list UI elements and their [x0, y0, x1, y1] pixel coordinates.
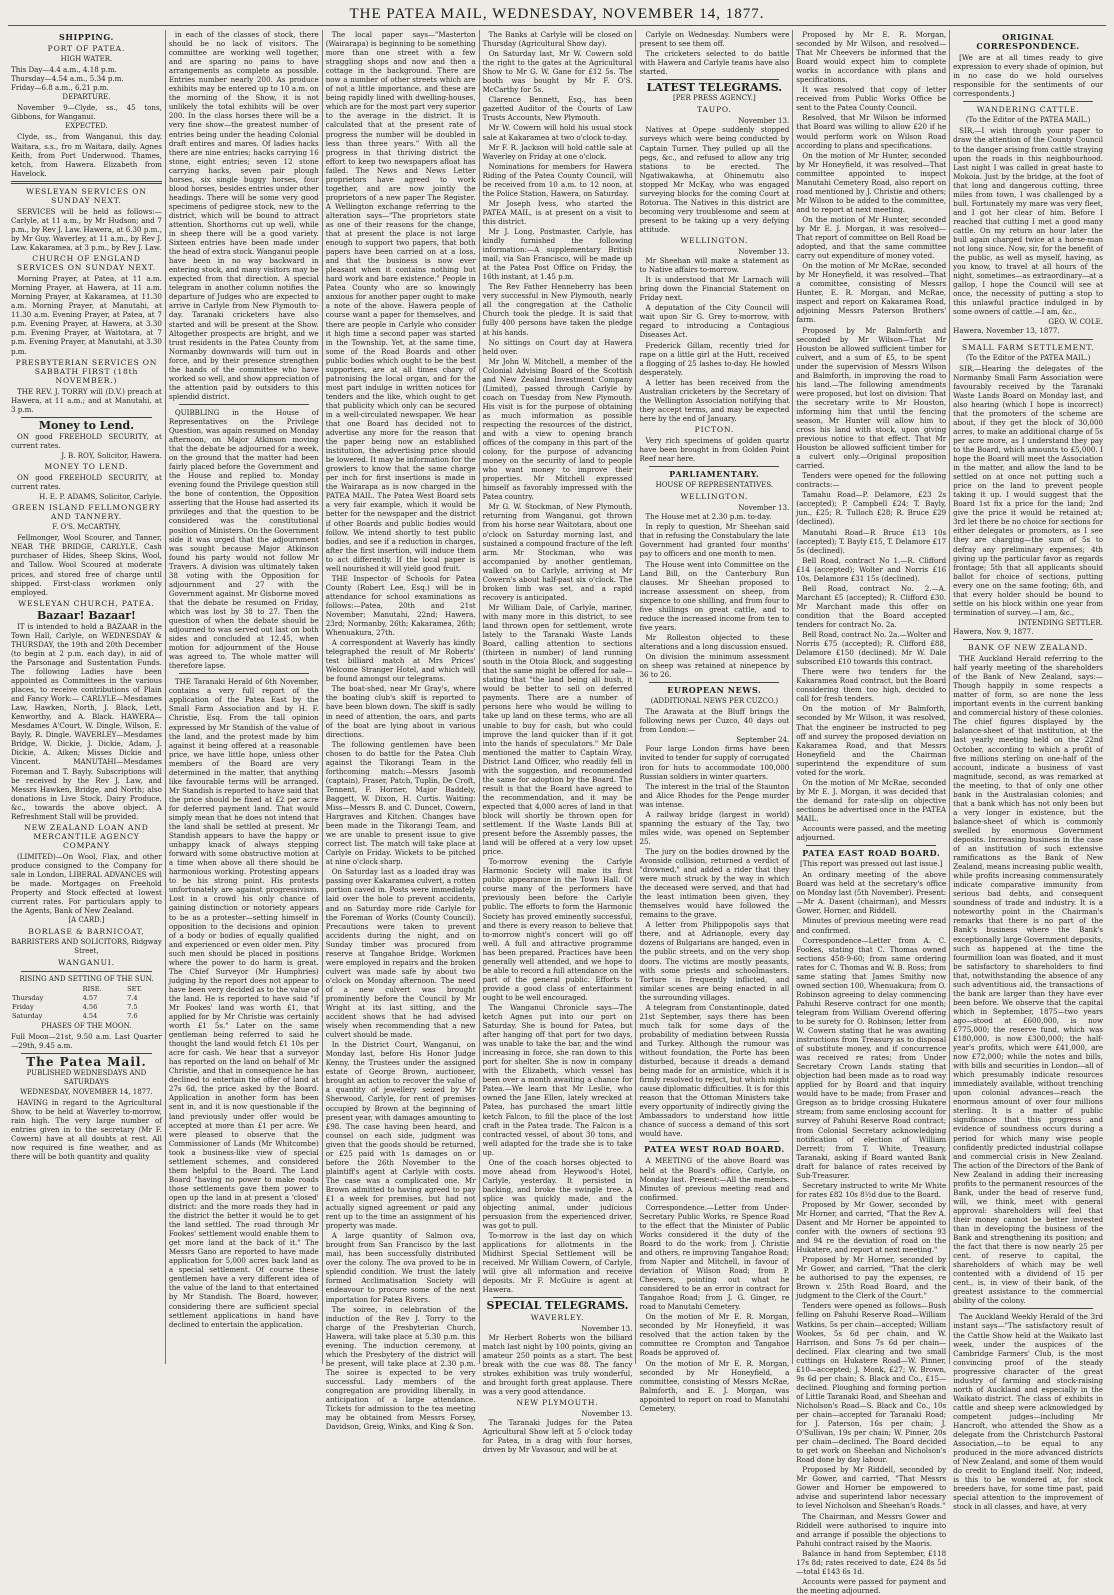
- high-water-line: Thursday—4.54 a.m., 5.34 p.m.: [11, 74, 124, 84]
- patea-west-heading: PATEA WEST ROAD BOARD.: [643, 1144, 785, 1155]
- divider: [963, 639, 1093, 640]
- article-text: On the motion of Mr E. R. Morgan, seconded by Mr Honeyfield, a committee, consisting of Messrs McRae, Balmforth, and E. J. Morgan, was appointed to report on road to Manutahi Cemetery.: [639, 1358, 790, 1413]
- article-text: Nominations for members for Hawera Riding of the Patea County Council, will be received from 10 a.m. to 12 noon, at the Police Station, Hawera, on Saturday.: [482, 161, 633, 198]
- borlase-heading: BORLASE & BARNICOAT,: [28, 927, 145, 937]
- divider: [11, 181, 162, 184]
- departure-heading: DEPARTURE.: [62, 93, 111, 102]
- article-text: On the motion of Mr Hunter, seconded by Mr E. J. Morgan, it was resolved—That report of committee on Bell Road be adopted, and that the same committee carry out expenditure of money voted.: [796, 214, 947, 261]
- letter-text: SIR,—Hearing the delegates of the Normanby Small Farm Association were favourably received by the Taranaki Waste Lands Board on Monday last, and also hearing (which I hope is incorrect) that the promoters of the scheme are about, if they get the block of 30,000 acres, to make an additional charge of 5s per acre more, as I understand they pay to the Board, which amounts to £5,000. I hope the Board will meet the Association in the matter, and allow the land to be settled on at once not putting such a price on the land to prevent people taking it up. I would suggest that the Board 1st fix a price for the land; 2nd give the price it would be retained at; 3rd let there be no choice for sections for either delegates or promoters, as I see they are charging—the sum of 5s to defray any preliminary expenses; 4th giving up the particular favor as regards frontage; 5th that all applicants should ballot for choice of sections, putting every one on the same footing; 6th, and that every holder should be bound to settle on his block within one year from termination of survey.—I am, &c.,: [953, 363, 1104, 617]
- church-text: Morning Prayer, at Patea, at 11 a.m. Morning Prayer, at Hawera, at 11 a.m. Morning Prayer, at Kakaramea, at 11.30 a.m. Morning Prayer, at Manutahi, at 11.30 a.m. Evening Prayer, at Patea, at 7 p.m. Evening Prayer, at Hawera, at 3.30 p.m. Evening Prayer, at Waitotara, at 7 p.m. Evening Prayer, at Manutahi, at 3.30 p.m.: [11, 274, 162, 356]
- column-7: [949, 30, 1106, 1512]
- press-agency-label: [PER PRESS AGENCY.]: [672, 94, 756, 103]
- article-text: A railway bridge (largest in world) spanning the estuary of the Tay, two miles wide, was opened on September 25.: [639, 809, 790, 846]
- port-heading: PORT OF PATEA.: [47, 44, 126, 54]
- new-plymouth-heading: NEW PLYMOUTH.: [516, 1397, 599, 1407]
- borlase-text: BARRISTERS AND SOLICITORS, Ridgway Street,: [11, 938, 162, 956]
- article-text: Proposed by Mr Riddell, seconded by Mr Gower, and carried, "That Messrs Gower and Horner be empowered to advise and superintend labor necessary to level Nicholson and Sheehan's Roads.": [796, 1465, 947, 1511]
- parliamentary-heading: PARLIAMENTARY.: [669, 469, 760, 480]
- masthead-rule: [8, 25, 1106, 26]
- wellington-heading: WELLINGTON.: [680, 235, 749, 245]
- article-text: The soiree, in celebration of the induction of the Rev J. Torry to the charge of the Presbyterian Church, Hawera, will take place at 5.30 p.m. this evening. The induction ceremony, at which the Presbytery of the district will be present, will take place at 2.30 p.m. The soiree is expected to be very successful. Lady members of the congregation are providing liberally, in anticipation of a large attendance. Tickets for admission to the tea meeting may be obtained from Messrs Forsey, Davidson, Greig, Winks, and King & Son.: [325, 1304, 476, 1432]
- sun-cell: 7.4: [127, 993, 138, 1002]
- article-text: Four large London firms have been invited to tender for supply of corrugated iron for huts to accommodate 100,000 Russian soldiers in winter quarters.: [639, 744, 790, 781]
- article-text: To-morrow evening the Carlyle Harmonic Society will make its first public appearance in the Town Hall. Of course many of the performers have previously been before the Carlyle public. The efforts to form the Harmonic Society has proved eminently successful, and there is every reason to believe that to-morrow night's concert will go off well. A full and attractive programme has been prepared. Practices have been generally well attended, and we hope to be able to record a full attendance on the part of the general public. Efforts to provide a good class of entertainment ought to be well encouraged.: [482, 857, 633, 1002]
- moon-heading: PHASES OF THE MOON.: [41, 1021, 132, 1030]
- divider: [21, 971, 152, 972]
- divider: [963, 339, 1093, 340]
- nameplate: The Patea Mail.: [26, 1054, 147, 1069]
- article-text: Carlyle on Wednesday. Numbers were present to see them off.: [639, 30, 790, 49]
- church-heading: CHURCH OF ENGLAND SERVICES ON SUNDAY NEXT.: [16, 254, 156, 273]
- house-label: HOUSE OF REPRESENTATIVES.: [655, 481, 774, 490]
- divider: [649, 682, 779, 683]
- article-text: Clarence Bennett, Esq., has been gazetted Auditor of the Courts of Law Trusts Accounts, New Plymouth.: [482, 95, 633, 123]
- sun-cell: Thursday: [12, 993, 44, 1002]
- article-text: Frederick Gillam, recently tried for rape on a little girl at the Hutt, received a flogging of 25 lashes to-day. He howled desperately.: [639, 340, 790, 377]
- money-text: ON good FREEHOLD SECURITY, at current rates.: [11, 431, 162, 450]
- sun-cell: 7.5: [127, 1002, 138, 1011]
- letter-to-editor: (To the Editor of the PATEA MAIL.): [965, 116, 1091, 125]
- dateline: November 13.: [581, 1323, 633, 1333]
- expected-text: Clyde, ss., from Wanganui, this day. Waitara, s.s., fro m Waitara, daily. Agnes Keith, from Port Underwood. Thames, ketch, from Hawera. Elizabeth from Havelock.: [11, 132, 162, 178]
- sun-header-cell: [11, 985, 82, 994]
- article-text: On the motion of Mr McRae, seconded by Mr E. J. Morgan, it was decided that the demand for rate-slip on objective sections be advertised once in the PATEA MAIL.: [796, 777, 947, 823]
- article-text: One of the coach horses objected to move ahead from Heywood's Hotel, Carlyle, yesterday. It persisted in backing, and broke the swingle tree. A splice was quickly made, and the objecting animal, under judicious persuasion from the experienced driver, was got to pull.: [482, 1157, 633, 1231]
- wesleyan-text: SERVICES will be held as follows:— Carlyle, at 11 a.m., by Mr Hudson; and 7 p.m., by Rev J. Law. Hawera, at 6.30 p.m., by Mr Guy. Waverley, at 11 a.m., by Rev J. Law. Kakaramea, at 3 p.m., by Rev J. Law.: [11, 206, 162, 252]
- divider: [649, 79, 779, 80]
- article-text: It was resolved that copy of letter received from Public Works Office be sent to the Patea County Council.: [796, 85, 947, 113]
- letter-signature: INTENDING SETTLER.: [1018, 617, 1104, 627]
- article-text: An ordinary meeting of the above Board was held at the secretary's office on Monday last (5th November). Present:—Mr A. Dasent (chairman), and Messrs Gower, Horner, and Riddell.: [796, 870, 947, 916]
- fellmongery-heading: GREEN ISLAND FELLMONGERY AND TANNERY.: [12, 503, 161, 522]
- article-text: On division the minimum assessment on sheep was retained at ninepence by 36 to 26.: [639, 652, 790, 680]
- article-text: A large quantity of Salmon ova, brought from San Francisco by the last mail, has been successfully distributed over the colony. The ova proved to be in splendid condition. We trust the lately formed Acclimatisation Society will endeavour to procure some of the next importation for Patea Rivers.: [325, 1231, 476, 1304]
- article-text: Accounts were passed for payment and the meeting adjourned.: [796, 1576, 947, 1595]
- article-text: The boat-shed, near Mr Gray's, where the boating club's skiff is reported to have been blown down. The skiff is sadly in need of attention, the oars, and parts of the boat are lying about in various directions.: [325, 684, 476, 739]
- article-text: A deputation of the City Council will wait upon Sir G. Grey to-morrow, with regard to introducing a Contagious Diseases Act.: [639, 303, 790, 340]
- sun-cell: 7.6: [127, 1011, 138, 1020]
- presbyterian-heading: PRESBYTERIAN SERVICES ON SABBATH FIRST (18th NOVEMBER.): [15, 357, 158, 385]
- sun-table-row: [11, 1003, 162, 1012]
- bazaar-heading: Bazaar! Bazaar!: [36, 608, 136, 622]
- article-text: The Arawata at the Bluff brings the following news per Cuzco, 40 days out from London:—: [639, 707, 790, 735]
- divider: [493, 1297, 623, 1298]
- article-text: Mr Rolleston objected to these alterations and a long discussion ensued.: [639, 632, 790, 651]
- letter-signature: GEO. W. COLE.: [1048, 317, 1104, 327]
- article-text: Resolved, that Mr Wilson be informed that Board was willing to allow £20 if he would perform work on Wilson Road according to plans and specifications.: [796, 113, 947, 150]
- divider: [649, 466, 779, 467]
- article-text: Tenders were opened for the following contracts:—: [796, 471, 947, 490]
- article-text: A telegram from Constantinople, dated 21st September, says there has been much talk for some days of the probability of mediation between Russia and Turkey. Although the rumour was without foundation, the Porte has been disturbed, because it dreads a demand being made for an armistice, which it is firmly resolved to reject, but which might cause diplomatic difficulties. It is for this reason that the Ottoman Ministers take every opportunity of indirectly giving the Ambassadors to understand how little chance of success a demand of this sort would have.: [639, 1002, 790, 1139]
- taupo-heading: TAUPO.: [697, 105, 732, 115]
- european-news-sub: (ADDITIONAL NEWS PER CUZCO.): [650, 697, 779, 706]
- article-text: The Wanganui Chronicle says—The ketch Agnes put into our port on Saturday. She is bound for Patea, but after hanging off that port for two days, was unable to take the bar, and the wind increasing in force, she ran down to this port for shelter. She is now in company with the Elizabeth, which vessel has been over a month awaiting a chance for Patea.—We learn that Mr Leslie, who owned the Jane Ellen, lately wrecked at Patea, has purchased the smart little ketch Falcon, to fill the place of the lost craft in the Patea trade. The Falcon is a contracted vessel, of about 30 tons, and well adapted for the trade she is to take up.: [482, 1002, 633, 1157]
- column-5: [635, 30, 792, 1413]
- divider: [963, 101, 1093, 102]
- sun-table-row: [11, 1012, 162, 1021]
- sun-cell: 4.54: [82, 1011, 98, 1020]
- article-text: On Saturday last as a loaded dray was passing over Kakaramea culvert, a rotten portion caved in. Posts were immediately laid over the hole to prevent accidents, and on Saturday more ride Carlyle for the Foreman of Works (County Council). Precautions were taken to prevent accidents during the night, and on Sunday timber was procured from reserve at Tangahoe Bridge. Workmen were employed in repairs and the broken culvert was made safe by about two o'clock on Monday afternoon. The need of a new culvert was brought prominently before the Council by Mr Wright at its last sitting, and the accident shows that he had advised wisely when recommending that a new culvert should be made.: [325, 867, 476, 1040]
- article-text: The Taranaki Judges for the Patea Agricultural Show left at 5 o'clock today for Patea, in a drag with four horses, driven by Mr Vavasour, and will be at: [482, 1418, 633, 1455]
- money2-sign: H. E. P. ADAMS, Solicitor, Carlyle.: [39, 492, 162, 502]
- article-text: Secretary instructed to write Mr White for rates £82 10s 8½d due to the Board.: [796, 1180, 947, 1199]
- dateline: September 24.: [736, 735, 790, 745]
- article-text: The local paper says—"Masterton (Wairarapa) is beginning to be something more than one street with a few straggling shops and now and then a cottage in the background. There are now a number of other streets which are of not a little importance, and these are being rapidly lined with dwelling-houses, which are for the most part very superior to the average in the district. It is calculated that at the present rate of progress the number will be doubled in less than three years." With all the progress in that thriving district the effort to keep two newspapers afloat has failed. The News and News Letter proprietors have agreed to work together, and are now jointly the proprietors of a new paper The Register. A Wellington exchange referring to the alteration says—"The proprietors state as one of their reasons for the change, that at present the place is not large enough to support two papers, that both papers have been carried on at a loss, and that the business is now ever pleasant when it contains nothing but hard work and bare existence." People in Patea County who are so knowingly anxious for another paper ought to make a note of the above. Hawera people of course want a paper for themselves, and there are people in Carlyle who consider it high time a second paper was started in the Township. Yet, at the same time, some of the Road Boards and other public bodies which ought to be the best supporters, are at all times chary of patronising the local organ, and for the most part indulge in written notices for tenders and the like, which ought to get that publicity which only can be secured in a well-circulated newspaper. We hear that one Board has decided not to advertise any more for the reason that the paper being now an established institution, the advertising price should be lowered. It may be information for the growlers to know that the same charge per inch for first insertions is made in the Wairarapa as is now charged in the PATEA MAIL. The Patea West Board sets a very fair example, which it would be better for the newspaper and the district if other Boards and public bodies would follow. We intend shortly to test public bodies, and see if a reduction in charges, after the first insertion, will induce them to act differently. If the local paper is well nourished it will yield good fruit.: [325, 30, 476, 573]
- published-line: PUBLISHED WEDNESDAYS AND SATURDAYS: [26, 1068, 147, 1086]
- article-text: Mr F. R. Jackson will hold cattle sale at Waverley on Friday at one o'clock.: [482, 142, 633, 161]
- sun-header-cell: RISE.: [82, 984, 102, 993]
- card-label: [A CARD.]: [68, 916, 105, 925]
- letter-place: Hawera, November 13, 1877.: [953, 326, 1060, 336]
- article-text: The Banks at Carlyle will be closed on Thursday (Agricultural Show day).: [482, 30, 633, 49]
- dateline: November 13.: [738, 247, 790, 257]
- sun-table-header: [11, 985, 162, 994]
- article-text: Natives at Opepe suddenly stopped surveys which were being conducted by Captain Turner. They pulled up all the pegs, &c., and refused to allow any trig stations to be erected. The Ngatiwakawha, at Ohinemutu also stopped Mr McKay, who was engaged surveying blocks for the coming Court at Rotorua. The Natives in this district are becoming very troublesome and seem at present to be taking up a very defying attitude.: [639, 125, 790, 234]
- small-farm-heading: SMALL FARM SETTLEMENT.: [961, 342, 1095, 352]
- article-text: The jury on the bodies drowned by the Avonside collision, returned a verdict of "drowned," and added a rider that they were much struck by the way in which the deceased were served, and that had the least intimation been given, they themselves would have followed the remains to the grave.: [639, 846, 790, 920]
- article-text: Accounts were passed, and the meeting adjourned.: [796, 824, 947, 843]
- article-text: Mr Herbert Roberts won the billiard match last night by 100 points, giving an amateur 250 points as a start. The best break with the cue was 88. The fancy strokes exhibition was truly wonderful, and brought forth great applause. There was a very good attendance.: [482, 1332, 633, 1396]
- article-text: The House met at 2.30 p.m. to-day.: [645, 512, 772, 522]
- article-text: Balance in hand from September, £118 17s 8d; rates received to date, £24 8s 5d—total £143 6s 1d.: [796, 1548, 947, 1576]
- column-1: [8, 30, 165, 1364]
- departure-text: November 9—Clyde, ss., 45 tons, Gibbons, for Wanganui.: [11, 103, 162, 122]
- fellmongery-name: F. O'S. McCARTHY,: [52, 523, 121, 532]
- money2-text: ON good FREEHOLD SECURITY, at current rates.: [11, 473, 162, 492]
- picton-heading: PICTON.: [694, 424, 735, 434]
- sun-cell: Saturday: [12, 1011, 43, 1020]
- sun-header-cell: SET.: [127, 984, 142, 993]
- dateline: November 13.: [738, 503, 790, 513]
- article-text: Correspondence—Letter from A. C. Fookes, stating that C. Thomas owned sections 458-9-60; from same ordering rates for C. Thomas and W. B. Ross; from same stating that James Smithy now owned section 100, Whenuakura; from O. Robinson agreeing to delay commencing Pahuhi Reserve contract for one month; telegram from William Overend offering to be surety for O. Robinson; letter from W. Cowern stating that he was awaiting instructions from Treasury as to disposal of substitute money, and if concurrence was received re rates; from Under Secretary Crown Lands stating that objection had been made as to road way applied for by Board and that inquiry would have to be made; from Fraser and Gregson as to bridge crossing Hukatere stream; from same enclosing account for survey of Pahuhi Reserve Road contract; from Colonial Secretary acknowledging notification of election of William Derrett; from T. White, Treasury, Taranaki, asking if Board wanted Bank draft for balance of rates received by Sub-Treasurer.: [796, 935, 947, 1180]
- article-text: No sittings on Court day at Hawera held over.: [482, 337, 633, 356]
- article-text: In reply to question, Mr Sheehan said that in refusing the Constabulary the late Government had granted four months' pay to officers and one month to men.: [639, 522, 790, 559]
- bazaar-text: IT is intended to hold a BAZAAR in the Town Hall, Carlyle, on WEDNESDAY & THURSDAY, the 19th and 20th December (to begin at 2 p.m. each day), in aid of the Parsonage and Sustentation Funds. The following Ladies have been appointed as Committees in the various places, to receive contributions of Plain and Fancy Work:— CARLYLE—Mesdames Law, Hawken, North, J. Black, Lett, Kenworthy, and A. Black. HAWERA—Mesdames A'Court, W. Dingle, Wilson, E. Bayly, R. Dingle. WAVERLEY—Mesdames Bridge, W. Dickie, J. Dickie, Adam, J. Dickie, A. Aiken; Misses Dickie and Vincent. MANUTAHI—Mesdames Foreman and T. Bayly. Subscriptions will be received by the Rev J. Law, and Messrs Hawken, Bridge, and North; also donations in Live Stock, Dairy Produce, &c., towards the above object. A Refreshment Stall will be provided.: [11, 621, 162, 821]
- divider: [806, 845, 936, 846]
- article-text: A letter has been received from the Australian cricketers by the Secretary of the Wellington Association notifying that they accept terms, and may be expected here by the end of January.: [639, 377, 790, 423]
- european-news-heading: EUROPEAN NEWS.: [667, 685, 762, 696]
- wesleyan-church-heading: WESLEYAN CHURCH, PATEA.: [18, 598, 155, 608]
- columns: [8, 30, 1106, 1595]
- sun-table: [11, 985, 162, 1021]
- article-text: Proposed by Mr E. R. Morgan, seconded by Mr Wilson, and resolved—That Mr Cheevers be informed that the Board would expect him to complete works in accordance with plans and specifications.: [796, 30, 947, 85]
- article-text: Proposed by Mr Horner, seconded by Mr Gower, and carried, "That the clerk be authorised to pay the expenses, re Brown v. 25th Road Board, and the judgment to the Clerk of the Court.": [796, 1255, 947, 1301]
- sun-cell: 4.56: [82, 1002, 98, 1011]
- bank-heading: BANK OF NEW ZEALAND.: [968, 643, 1088, 652]
- moon-text: Full Moon—21st, 9.50 a.m. Last Quarter—29th, 9.45 a.m.: [11, 1031, 162, 1050]
- original-correspondence-heading: ORIGINAL CORRESPONDENCE.: [976, 32, 1080, 52]
- shipping-heading: SHIPPING.: [58, 32, 114, 42]
- fellmongery-text: Fellmonger, Wool Scourer, and Tanner, NEAR THE BRIDGE, CARLYLE. Cash purchaser of Hides, Sheep Skins, Wool, and Tallow. Wool Scoured at moderate prices, and stored free of charge until shipped. First-class workmen only employed.: [11, 533, 162, 597]
- article-text: Proposed by Mr Gower, seconded by Mr Horner, and carried, "That the Rev A. Dasent and Mr Horner be appointed to confer with the owners of sections 93 and 94 re the deviation of road on the Hukatere, and report at next meeting.": [796, 1199, 947, 1255]
- sun-cell: Friday: [12, 1002, 34, 1011]
- article-text: The interest in the trial of the Staunton and Alice Rhodes for the Penge murder was intense.: [639, 781, 790, 809]
- divider: [21, 1053, 152, 1054]
- article-text: Mr John W. Mitchell, a member of the Colonial Advising Board of the Scottish and New Zealand Investment Company (Limited), passed through Carlyle by coach on Tuesday from New Plymouth. His visit is for the purpose of obtaining as much information as possible respecting the resources of the district, and with a view to opening branch offices of the company in this part of the colony, for the purpose of advancing money on the security of land to people who want money to improve their properties. Mr Mitchell expressed himself as favorably impressed with the Patea country.: [482, 356, 633, 502]
- article-text: It is understood that Mr Larnach will bring down the Financial Statement on Friday next.: [639, 275, 790, 303]
- article-text: THE Taranaki Herald of 6th November, contains a very full report of the application of the Patea East by the Small Farm Association and by H. F. Christie, Esq. From the tall opinion expressed by Mr Standish of the value of the land, and the protest made by him against it being offered at a reasonable price, we have little hope, unless other members of the Board are very determined in the matter, that anything like favourable terms will be arranged. Mr Standish is reported to have said that the price should be fixed at £2 per acre for deferred payment land. That would simply mean that he does not intend that the land shall be settled at present. Mr Standish appears to have the happy or unhappy knack of always stepping forward with some obstructive motion at a time when above all there should be harmonious working. Protesting appears to be his strong point. His protests unfortunately are against progressivism. Lost in a crowd his only chance of gaining distinction or notoriety appears to be as a protester—setting himself in opposition to the decisions and opinion of a body or bodies of equally qualified and experienced or even older men. Pity such men should be placed in positions where the power to do harm is great. The Chief Surveyor (Mr Humphries) judging by the report does not appear to have been very decided as to the value of the land. He is reported to have said "if Mr Fookes' land was worth £1, that applied for by Mr Christie was certainly worth £1 5s." Later on the same gentleman being referred to said he thought the land would fetch £1 10s per acre for cash. We hear that a surveyor has reported on the land on behalf of Mr Christie, and that in consequence he has declined to entertain the offer of land at 27s 6d, the price asked by the Board. Application in another form has been sent in, and it is now questionable if the land previously under offer would be accepted at more than £1 per acre. We were pleased to observe that the Commissioner of Lands (Mr Whitcombe) took a business-like view of special settlement schemes, and considered them helpful to the Board. The Land Board "having no power to make roads those settlements gave them power to open up the land in at present a 'closed' district: and the more roads they had in the district the better it would be to get the land settled. The road through Mr Fookes' settlement would enable them to get more land at the back of it." The Messrs Gano are reported to have made application for 5,000 acres back land as a special settlement. Of course these gentlemen have a very different idea of the value of the land to that entertained by Mr Standish. The Board, however, considering there are sufficient special settlement applications in hand have declined to entertain the application.: [168, 677, 319, 1329]
- article-text: The Auckland Weekly Herald of the 3rd instant says—"The satisfactory result of the Cattle Show held at the Waikato last week, under the auspices of the Cambridge Farmers' Club, is the most convincing proof of the steady progressive character of the great industry of farming and stock-raising north of Auckland and especially in the Waikato district. The class of exhibits in cattle and sheep were acknowledged by competent judges—including Mr Hancroft, who attended the Show as a delegate from the Christchurch Pastoral Association,—to be equal to any produced in the more advanced districts of New Zealand, and some of them would do credit to England itself. Nor, indeed, is this to be wondered at, for stock breeders have, for some time past, paid special attention to the improvement of stock in all classes, and have, at very: [953, 1312, 1104, 1512]
- loan-company-heading: NEW ZEALAND LOAN AND MERCANTILE AGENCY COMPANY: [24, 822, 149, 850]
- article-text: The cricketers selected to do battle with Hawera and Carlyle teams have also started.: [639, 49, 790, 77]
- article-text: Correspondence.—Letter from Under-Secretary Public Works, re Spence Road to the effect that the Minister of Public Works considered it the duty of the Board to do the work; from J. Christie and others, re improving Tangahoe Road; from Napier and Mitchell, in favour of deviation of Wilson Road; from P. Cheevers, pointing out what he considered to be an error in contract for Tangahoe Road; from J. G. Ginger, re road to Manutahi Cemetery.: [639, 1202, 790, 1312]
- special-telegrams-heading: SPECIAL TELEGRAMS.: [486, 1299, 629, 1313]
- article-text: in each of the classes of stock, there should be no lack of visitors. The committee are working well together, and are sparing no pains to have arrangements as complete as possible. Entries number nearly 200. As produce exhibits may be entered up to 10 a.m. on the morning of the Show, it is not unlikely the total exhibits will be over 200. In the class horses there will be a very fine show—the greatest number of entries being under the heading Colonial draft entires and mares. Of ladies hacks there are nine entries; hacks carrying 16 stone, eight entries; seven 12 stone carrying hacks, seven pair plough horses, six single buggy horses, four blood horses, besides entries under other headings. There will be some very good specimens of pedigree stock, new to the district, which will be bound to attract attention. Shorthorns cut up well, while in sheep there will be a good variety. Sixteen entries have been made under the head of extra stock. Wanganui people have been in no way backward in entering stock, and many visitors may be expected from that direction. A special telegram in another column notifies the departure of Judges who are expected to arrive in Carlyle from New Plymouth to-day. Taranaki cricketers have also started and will be present at the Show. Altogether prospects are bright, and we trust residents in the Patea County from Normanby downwards will turn out in force, and by their presence strengthen the hands of the committee who have worked so well, and show appreciation of the attention paid by outsiders to this splendid district.: [168, 30, 319, 401]
- letter-place: Hawera, Nov. 9, 1877.: [953, 626, 1034, 636]
- divider: [963, 1308, 1093, 1309]
- article-text: The Chairman, and Messrs Gower and Riddell were authorised to inquire into and arrange if possible the objections to Pahuhi contract raised by the Maoris.: [796, 1511, 947, 1548]
- article-text: A letter from Philippopolis says that there, and at Adrianople, every day dozens of Bulgarians are hanged, even in the public streets, and on the very shop doors. The victims are mostly peasants, with some priests and schoolmasters. Torture is frequently inflicted, and similar scenes are being enacted in all the surrounding villages.: [639, 920, 790, 1002]
- latest-telegrams-heading: LATEST TELEGRAMS.: [646, 81, 783, 95]
- article-text: QUIBBLING in the House of Representatives on the Privilege Question, was again resumed on Monday afternoon, on Major Atkinson moving that the debate be adjourned for a week, on the ground that the matter had been fairly placed before the Government and the House and replied to. Monday evening found the Privilege question still the bone of contention, the Opposition asserting that the House had asserted its privileges and that the question to be considered was the constitutional position of Ministers. On the Government side it was urged that the adjournment was sought because Major Atkinson found his party would not follow Mr Travers. A division was ultimately taken 38 voting with the Opposition for adjournment and 27 with the Government against. Mr Gisborne moved that the debate be resumed on Friday, which was lost by 38 to 27. Then the question of when the debate should be adjourned to was served out last on both sides and concluded at 12.45, when motion for adjournment of the House was agreed to. The whole matter will therefore lapse.: [168, 407, 319, 671]
- article-text: A correspondent at Waverly has kindly telegraphed the result of Mr Roberts' test billiard match at Mrs Prices' Welcome Stranger Hotel, and which will be found amongst our telegrams.: [325, 638, 476, 684]
- article-text: Mr William Dale, of Carlyle, mariner, with many more in this district, to see land thrown open for settlement, wrote lately to the Taranaki Waste Lands Board, calling attention to sections (thirteen in number) of land running south in the Otoia Block, and suggesting that the same might be offered for sale—stating that "the land being all bush, it would be better to sell on deferred payments. There are a number of persons here who would be willing to take up land on these terms, who are all unable to buy for cash, but who could improve the land quicker than if it got into the hands of speculators." Mr Dale mentioned the matter to Captain Wray, District Land Officer, who readily fell in with the suggestion, and recommended the same for adoption by the Board. The result is that the Board have agreed to the recommendation, and it may be expected that 4,000 acres of land in that block will shortly be thrown open for settlement. If the Waste Lands Bill at present before the Assembly passes, the land will be offered at a very low upset price.: [482, 602, 633, 857]
- divider: [179, 673, 309, 674]
- issue-date: WEDNESDAY, NOVEMBER 14, 1877.: [20, 1088, 153, 1097]
- article-text: The House went into Committee on the Land Bill, on the Canterbury Run clauses. Mr Sheehan proposed to increase assessment on sheep, from sixpence to one shilling, and from four to five shillings on great cattle, and to reduce the increased income from ten to five years.: [639, 559, 790, 632]
- letter-to-editor: (To the Editor of the PATEA MAIL.): [965, 353, 1091, 362]
- article-text: On Saturday last, Mr W. Cowern sold the right to the gates at the Agricultural Show to Mr G. W. Gane for £12 5s. The booth was bought by Mr F. O'S. McCarthy for 5s.: [482, 49, 633, 95]
- wesleyan-heading: WESLEYAN SERVICES ON SUNDAY NEXT.: [26, 186, 147, 205]
- letter-text: SIR,—I wish through your paper to draw the attention of the County Council to the danger arising from cattle straying upon the roads in this neighbourhood. Last night I was called in great haste to Mokoia. Just by the bridge, at the foot of that long and dangerous cutting, three miles from town, I was challenged by a bull. Fortunately my mare was very fleet, and I got her clear of him. Before I reached that cutting I met a good many cattle. On my return an hour later the bull again charged twice at a horse-man not long since. Now, sir, for the benefit of the public, as well as myself, having, as you know, to travel at all hours of the night, sometimes—as extraordinary—at a gallop, I hope the Council will see at once, the necessity of putting a stop to this unlawful practice indulged in by some owners of cattle.—I am, &c.,: [953, 126, 1104, 317]
- money2-heading: MONEY TO LEND.: [44, 462, 129, 472]
- article-text: To-morrow is the last day on which applications for allotments in the Midhirst Special Settlement will be received. Mr William Cowern, of Carlyle, will give all information and receive deposits. Mr F. McGuire is agent at Hawera.: [482, 1231, 633, 1295]
- article-text: Mr Sheehan will make a statement as to Native affairs to-morrow.: [639, 256, 790, 275]
- article-text: Tenders were opened as follows—Bush felling on Pahuhi Reserve Road—William Watkins, 5s per chain—accepted; William Wookes, 5s 6d per chain, and W. Harrison, and Sons 7s 6d per chain—declined. Flax clearing and two small cuttings on Hukatere Road—W. Pinner, £10—accepted; J. Monk, £27; W. Brown, 9s 6d per chain; S. Black and Co., £15—declined. Ploughing and forming portion of Little Taranaki Road, and Sheehan and Nicholson's Road—S. Black and Co., 10s per chain—accepted for Taranaki Road; for J. Paterson, 16s per chain; J. O'Sullivan, 19s per chain; W. Pinner, 20s per chain—declined. The Board decided to get work on Sheehan and Nicholson's Road done by day labour.: [796, 1301, 947, 1465]
- expected-heading: EXPECTED.: [65, 122, 108, 131]
- column-3: [322, 30, 479, 1432]
- article-text: A MEETING of the above Board was held at the Board's office, Carlyle, on Monday last. Present:—All the members. Minutes of previous meeting read and confirmed.: [639, 1156, 790, 1202]
- sun-table-row: [11, 994, 162, 1003]
- article-text: Bell Road, contract No. 2a.—Wolter and Norris £75 (accepted); R. Clifford £88, Delamore £150 (declined). Mr W. Dale subscribed £10 towards this contract.: [796, 630, 947, 667]
- article-text: THE Auckland Herald referring to the half yearly meeting of the shareholders of the Bank of New Zealand, says:—Though happily in some respects a matter of form, so are none the less important events in the current banking and commercial history of these colonies. The chief figures displayed by the balance-sheet of that institution, at the last yearly meeting held on the 22nd October, according to which a profit of five millions sterling on one-half of the account, indicate a business of vast magnitude, second, as was remarked at the meeting, to that of only one other bank in the Australasian colonies; and that a bank which has not only been but a very longer in existence, but the balance-sheet of which is commonly swelled by enormous Government deposits. Increasing business in the case of an institution of such extensive ramifications as the Bank of New Zealand, means increasing public wealth, while profits increasing commensurately indicate comparative immunity from serious bad debts, and consequent soundness of trade and industry. It is a noteworthy point in the Chairman's remarks that there is no part of the Bank's business where the Bank's exceptionally large Government deposits, such as happened at the time the fourmillion loan was floated, and it must be satisfactory to shareholders to find that, notwithstanding the absence of any such adventitious aid, the transactions of the bank are larger than they have ever been before. We observe that the capital which in September, 1875—two years ago—stood at £600,000, is now £775,000; the reserve fund, which was £180,000, is now £300,000; the half-year's profits, which were £41,000, are now £72,000; while the notes and bills, with bills and securities in London—all of which presumably indicate resources immediately available, without trenching upon colonial advances—reach the enormous amount of over four millions sterling. It is a matter of public significance that this progress and evidence of soundness occurs during a period for which many wise people confidently predicted industrial collapse and commercial crisis in New Zealand. The action of the Directors of the Bank of New Zealand in adding their increasing profits to the permanent resources of the Bank, under the head of reserve fund, will, we think, meet with general approval: shareholders will feel that their money cannot be better invested than in developing the business of the Bank and strengthening its position; and the fact that there is now nearly 25 per cent. of reserve to capital, the shareholders of which may be well contented with a dividend of 15 per cent., is, in view of their bank, of the greatest assistance to the commercial ability of the colony.: [953, 654, 1104, 1306]
- article-text: On the motion of Mr E. R. Morgan, seconded by Mr Honeyfield, it was resolved that the action taken by the committee re Crompton and Tangahoe Roads be approved of.: [639, 1312, 790, 1358]
- article-text: Bell Road, contract No. 2.—A. Marchant £5 (accepted); R. Clifford £30. Mr Marchant made this offer on condition that the Board accepted tenders for contract No. 2a.: [796, 583, 947, 629]
- masthead: THE PATEA MAIL, WEDNESDAY, NOVEMBER 14, 1877.: [349, 6, 765, 22]
- divider: [21, 417, 152, 418]
- lead-article-text: HAVING in regard to the Agricultural Show, to be held at Waverley to-morrow, rain high. The very large number of entries given in to the secretary (Mr F. Cowern) have at all doubts at rest. All now required is fine weather, and as there will be both quantity and quality: [11, 1098, 162, 1162]
- report-note: [This report was pressed out last issue.]: [800, 860, 943, 869]
- sun-heading: RISING AND SETTING OF THE SUN.: [19, 974, 154, 983]
- article-text: Mr Joseph Ivess, who started the PATEA MAIL, is at present on a visit to this district.: [482, 198, 633, 226]
- article-text: Bell Road, contract No 1.—R. Clifford £14 (accepted); Wolter and Norris £16 10s, Delamore £31 15s (declined).: [796, 555, 947, 583]
- dateline: November 13.: [581, 1408, 633, 1418]
- article-text: In the District Court, Wanganui, on Monday last, before His Honor Judge Kenny, the Trustees under the assigned estate of George Brown, auctioneer, brought an action to recover the value of a quantity of jewellery seized by Mr Sherwood, Carlyle, for rent of premises occupied by Brown at the beginning of present year, with damages amounting to £98. The case having been heard, and counsel on each side, judgment was given that the goods should be returned, or £25 paid with 1s damages on or before the 26th November to the plaintiff's agent at Carlyle with costs. The case was a complicated one. Mr Brown admitted to having agreed to pay £1 a week for premises, but had not actually signed agreement or paid any rent up to the time an assignment of his property was made.: [325, 1040, 476, 1231]
- column-2: [165, 30, 322, 1364]
- article-text: Very rich specimens of golden quartz have been brought in from Golden Point Reef near here.: [639, 435, 790, 464]
- high-water-line: Friday—6.8 a.m., 6.21 p.m.: [11, 83, 109, 93]
- presbyterian-text: THE REV. J. TORRY will (D.V.) preach at Hawera, at 11 a.m.; and at Manutahi, at 3 p.m.: [11, 386, 162, 414]
- loan-company-text: (LIMITED)—On Wool, Flax, and other produce consigned to the Company for sale in London, LIBERAL ADVANCES will be made. Mortgages on Freehold Property and Stock effected at lowest current rates. For particulars apply to the Agents, Bank of New Zealand.: [11, 851, 162, 916]
- wandering-cattle-heading: WANDERING CATTLE.: [976, 105, 1080, 115]
- patea-east-heading: PATEA EAST ROAD BOARD.: [802, 848, 941, 859]
- money-heading: Money to Lend.: [38, 418, 135, 432]
- column-4: [479, 30, 636, 1455]
- article-text: The Rev Father Henneberry has been very successful in New Plymouth, nearly all the congregation at the Catholic Church took the pledge. It is said that fully 400 persons have taken the pledge at his hands.: [482, 282, 633, 337]
- article-text: On the motion of Mr McRae, seconded by Mr Honeyfield, it was resolved—That a committee, consisting of Messrs Hunter, E. R. Morgan, and McRae, inspect and report on Kakaramea Road, adjoining Messrs Paterson Brothers' farm.: [796, 261, 947, 325]
- wanganui-label: WANGANUI.: [58, 958, 115, 968]
- money-sign: J. B. ROY, Solicitor, Hawera.: [61, 450, 162, 460]
- high-water-line: This Day—4.4 a.m., 4.18 p.m.: [11, 65, 117, 75]
- divider: [179, 404, 309, 405]
- article-text: On the motion of Mr Hunter, seconded by Mr Honeyfield, it was resolved—That committee appointed to inspect Manutahi Cemetery Road, also report on road mentioned by J. Christie and others; Mr Wilson to be added to the committee, and to report at next meeting.: [796, 150, 947, 214]
- sun-cell: 4.57: [82, 993, 98, 1002]
- article-text: There were two tenders for the Kakaramea Road contract, but the Board considering them too high, decided to call for fresh tenders.: [796, 667, 947, 704]
- wellington-heading: WELLINGTON.: [680, 492, 749, 502]
- column-6: [792, 30, 949, 1595]
- article-text: Minutes of previous meeting were read and confirmed.: [796, 916, 947, 935]
- article-text: On the motion of Mr Balmforth, seconded by Mr Wilson, it was resolved, That the engineer be instructed to peg off and survey the proposed deviation on Kakaramea Road, and that Messrs Honeyfield and the Chairman superintend the expenditure of sum voted for the work.: [796, 704, 947, 777]
- article-text: Proposed by Mr Balmforth and seconded by Mr Wilson—That Mr Houston be allowed sufficient timber for culvert, and a sum of £5, to be spent under the supervision of Messrs Wilson and Balmforth, in improving the road to his land.—The following amendments were proposed, but lost on division: That the secretary write to Mr Houston, informing him that until the fencing season, Mr Hunter will allow him to cross his land with stock, upon giving previous notice to that effect. That Mr Houston be allowed sufficient timber for a culvert only.—Original proposition carried.: [796, 325, 947, 471]
- waverley-heading: WAVERLEY.: [530, 1312, 585, 1322]
- article-text: Tamahu Road—P. Delamore, £23 2s (accepted); P. Campbell £24; T. Bayly, jun., £25; R. Tulloch £28; R. Bruce £29 (declined).: [796, 490, 947, 527]
- dateline: November 13.: [738, 116, 790, 126]
- article-text: Manutahi Road—R Bruce £13 10s (accepted); T. Bayly £15, T. Delamore £17 5s (declined).: [796, 527, 947, 555]
- article-text: Mr G. W. Stockman, of New Plymouth, returning from Wanganui, got thrown from his horse near Waitotara, about one o'clock on Saturday morning last, and sustained a compound fracture of the left arm. Mr Stockman, who was accompanied by another gentleman, walked on to Carlyle, arriving at Mr Cowern's about half-past six o'clock. The broken limb was set, and a rapid recovery is anticipated.: [482, 502, 633, 602]
- article-text: The following gentlemen have been chosen to do battle for the Patea Club against the Tikorangi Team in the forthcoming match:—Messrs Jasomb (captain), Fraser, Patch, Tuplin, De Croft, Tennent, F. Horner, Major Baddely, Baggett, W. Dixon, H. Curtis. Waiting: Miss—Messrs B. and C. Duncet, Cowern, Hargraves and Kitchen. Changes have been made in the Tikorangi Team, and we are unable to present issue to give correct list. The match will take place at Carlyle on Friday. Wickets to be pitched at nine o'clock sharp.: [325, 739, 476, 867]
- article-text: Mr J. Long, Postmaster, Carlyle, has kindly furnished the following information:—A supplementary British mail, via San Francisco, will be made up at the Patea Post Office on Friday, the 16th instant, at 1.45 p.m.: [482, 226, 633, 282]
- divider: [649, 1141, 779, 1142]
- high-water-heading: HIGH WATER.: [60, 55, 113, 64]
- article-text: THE Inspector of Schools for Patea County (Robert Lee, Esq.) will be in attendance for school examinations as follows:—Patea, 20th and 21st November; Manutahi, 22nd; Hawera, 23rd; Normanby, 26th; Kakaramea, 26th; Whenuakura, 27th.: [325, 573, 476, 638]
- article-text: Mr W. Cowern will hold his usual stock sale at Kakaramea at two o'clock to-day.: [482, 123, 633, 142]
- editor-note: [We are at all times ready to give expression to every shade of opinion, but in no case do we hold ourselves responsible for the sentiments of our correspondents.]: [953, 53, 1104, 99]
